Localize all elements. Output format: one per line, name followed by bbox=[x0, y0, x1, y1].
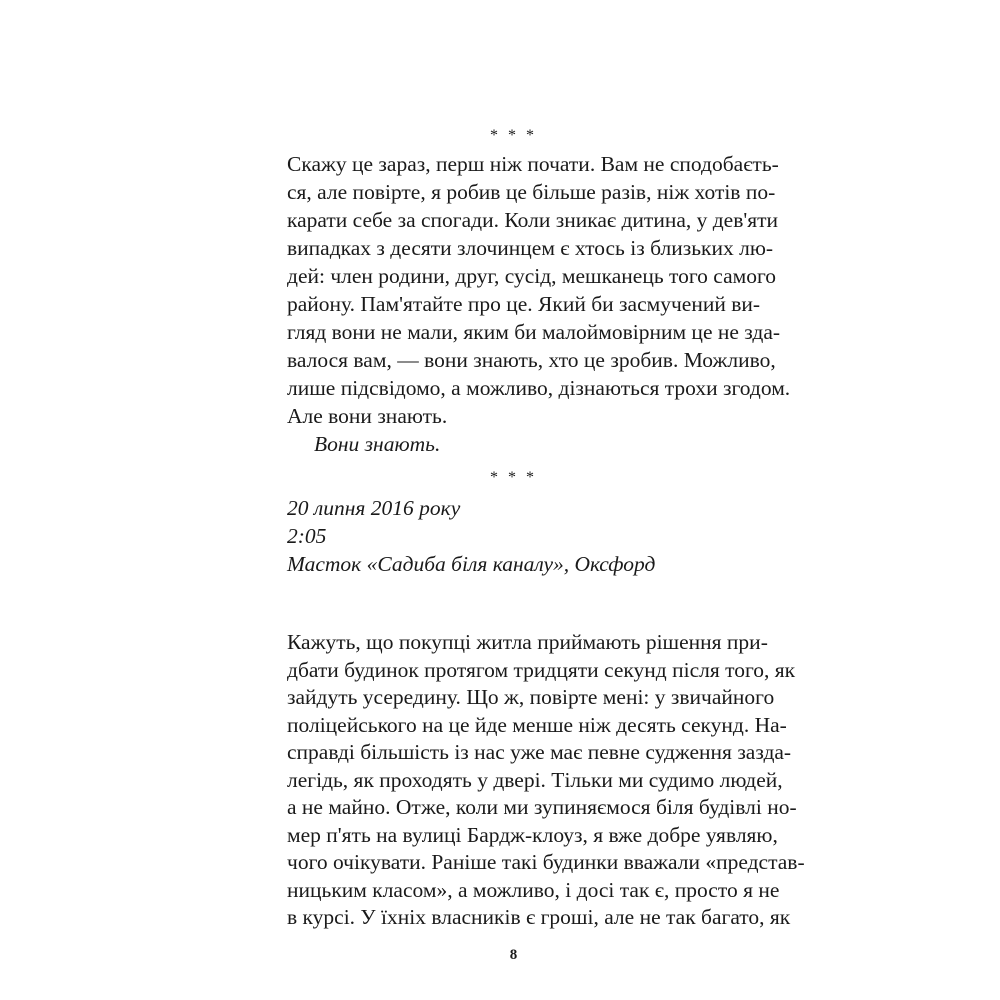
paragraph-2-line: дбати будинок протягом тридцяти секунд після того, як bbox=[287, 657, 796, 682]
paragraph-1-line: дей: член родини, друг, сусід, мешканець того самого bbox=[287, 264, 777, 288]
paragraph-1-line: Скажу це зараз, перш ніж почати. Вам не сподобаєть- bbox=[287, 152, 779, 176]
paragraph-1-line: ся, але повірте, я робив це більше разів, ніж хотів по- bbox=[287, 180, 776, 204]
paragraph-1-line: карати себе за спогади. Коли зникає дитина, у дев'яти bbox=[287, 208, 779, 232]
paragraph-2-line: Кажуть, що покупці житла приймають рішення при- bbox=[287, 630, 768, 654]
date-line: 20 липня 2016 року bbox=[287, 496, 461, 520]
paragraph-2-line: а не майно. Отже, коли ми зупиняємося біля будівлі но- bbox=[287, 795, 797, 819]
page-number: 8 bbox=[509, 947, 518, 963]
paragraph-1-line: випадках з десяти злочинцем є хтось із близьких лю- bbox=[287, 236, 774, 260]
location-line: Масток «Садиба біля каналу», Оксфорд bbox=[287, 552, 656, 576]
separator-top: * * * bbox=[490, 127, 537, 144]
paragraph-2-line: мер п'ять на вулиці Бардж-клоуз, я вже добре уявляю, bbox=[287, 822, 778, 847]
paragraph-1-line: лише підсвідомо, а можливо, дізнаються трохи згодом. bbox=[287, 376, 791, 400]
separator-middle: * * * bbox=[490, 469, 537, 486]
paragraph-2-line: легідь, як проходять у двері. Тільки ми судимо людей, bbox=[287, 767, 783, 792]
paragraph-2-line: справді більшість із нас уже має певне судження зазда- bbox=[287, 740, 792, 764]
paragraph-1-line: району. Пам'ятайте про це. Який би засмучений ви- bbox=[287, 292, 761, 316]
time-line: 2:05 bbox=[287, 524, 327, 548]
paragraph-1-line: валося вам, — вони знають, хто це зробив. Можливо, bbox=[287, 348, 776, 372]
paragraph-1-line: гляд вони не мали, яким би малоймовірним це не зда- bbox=[287, 320, 781, 344]
paragraph-2-line: поліцейського на це йде менше ніж десять секунд. На- bbox=[287, 712, 787, 737]
paragraph-2-line: в курсі. У їхніх власників є гроші, але не так багато, як bbox=[287, 905, 791, 929]
paragraph-1-line: Але вони знають. bbox=[287, 404, 448, 428]
paragraph-2-line: зайдуть усередину. Що ж, повірте мені: у звичайного bbox=[287, 685, 775, 709]
paragraph-2-line: ницьким класом», а можливо, і досі так є, просто я не bbox=[287, 877, 780, 902]
emphasis-line: Вони знають. bbox=[314, 432, 441, 456]
paragraph-2-line: чого очікувати. Раніше такі будинки вважали «представ- bbox=[287, 850, 805, 874]
